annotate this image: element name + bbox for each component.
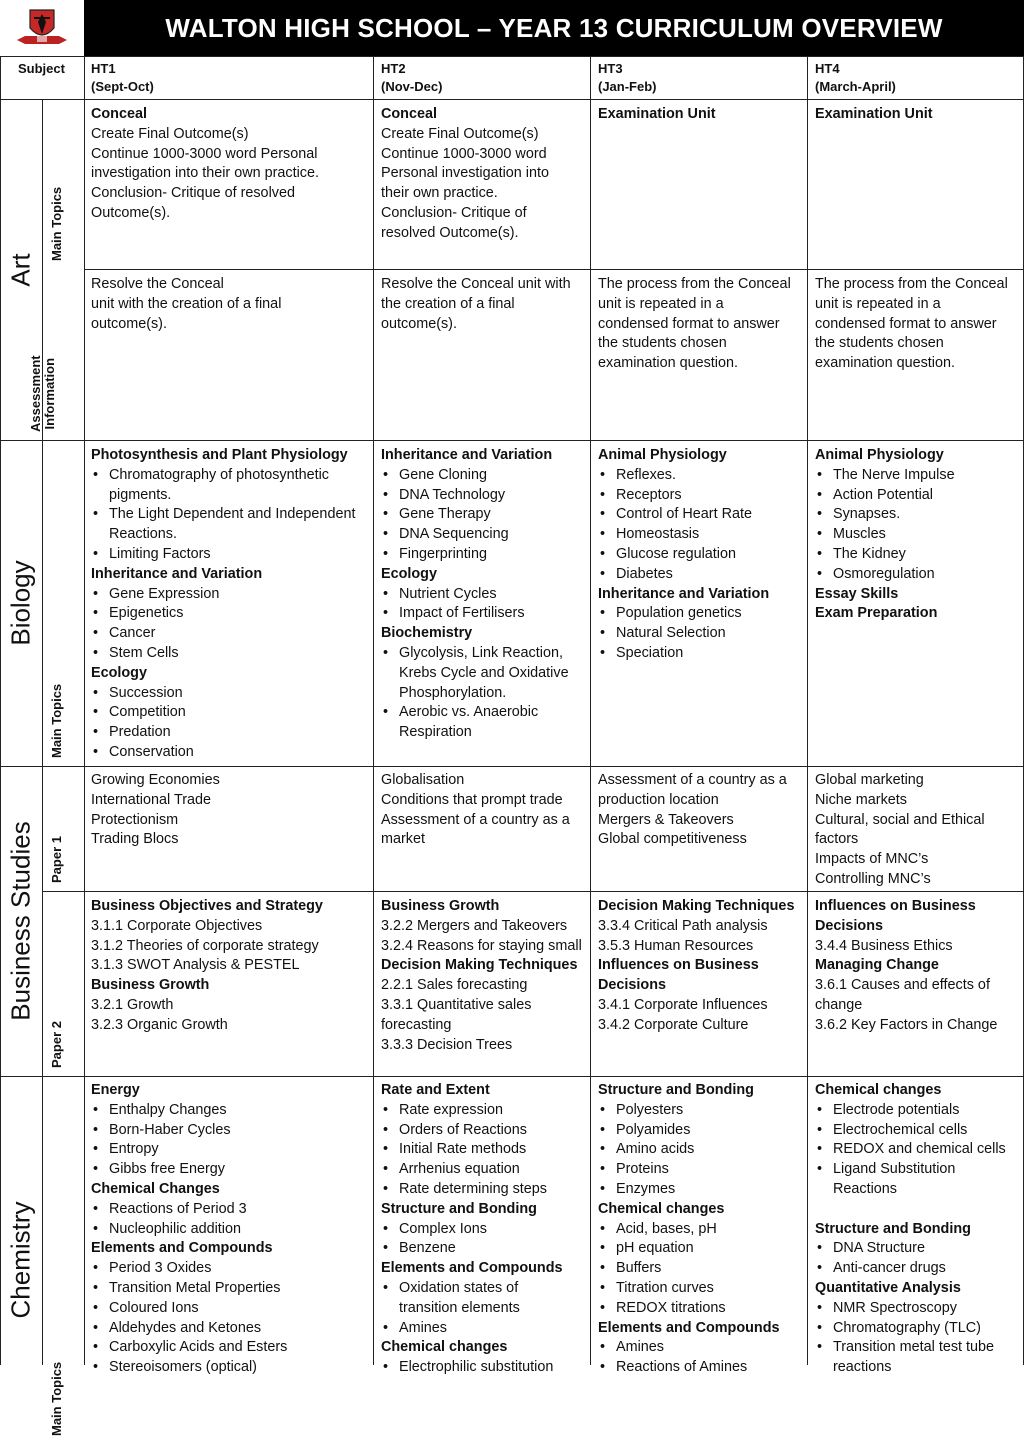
art-main-ht4: Examination Unit <box>815 106 933 122</box>
business-paper1-ht2: Globalisation Conditions that prompt trade Assessment of a country as a market <box>381 772 570 848</box>
column-header-ht3: HT3 (Jan-Feb) <box>598 61 657 94</box>
art-main-ht1: Conceal Create Final Outcome(s) Continue 1000-3000 word Personal investigation into their own practice. Conclusion- Critique of resolved Outcome(s). <box>91 106 319 221</box>
business-paper2-ht4: Influences on Business Decisions 3.4.4 Business Ethics Managing Change 3.6.1 Causes and effects of change 3.6.2 Key Factors in Change <box>815 898 998 1033</box>
row-label-assessment-information: Assessment Information <box>28 355 57 432</box>
business-paper1-ht3: Assessment of a country as a production location Mergers & Takeovers Global competitiveness <box>598 772 787 848</box>
row-label-main-topics: Main Topics <box>49 1361 64 1436</box>
subject-art: Art <box>5 252 36 287</box>
biology-ht3: Animal Physiology • Reflexes. • Receptors • Control of Heart Rate • Homeostasis • Glucose regulation • Diabetes Inheritance and Variation • Population genetics • Natural Selection • Speciation <box>598 446 803 664</box>
art-main-ht3: Examination Unit <box>598 106 716 122</box>
chemistry-ht4: Chemical changes • Electrode potentials • Electrochemical cells • REDOX and chemical cells • Ligand Substitution Reactions Structure and Bonding • DNA Structure • Anti-cancer drugs Quantitative Analysis • NMR Spectroscopy • Chromatography (TLC) • Transition metal test tube reactions <box>815 1081 1020 1365</box>
page-title: WALTON HIGH SCHOOL – YEAR 13 CURRICULUM OVERVIEW <box>84 0 1024 56</box>
subject-chemistry: Chemistry <box>5 1201 36 1319</box>
chemistry-ht2: Rate and Extent • Rate expression • Orders of Reactions • Initial Rate methods • Arrhenius equation • Rate determining steps Structure and Bonding • Complex Ions • Benzene Elements and Compounds • Oxidation states of transition elements • Amines Chemical changes • Electrophilic substitution <box>381 1081 586 1365</box>
school-crest-icon <box>0 0 84 56</box>
biology-ht4: Animal Physiology • The Nerve Impulse • Action Potential • Synapses. • Muscles • The Kidney • Osmoregulation Essay Skills Exam Preparation <box>815 446 1020 624</box>
row-label-paper-1: Paper 1 <box>49 836 64 883</box>
chemistry-ht1: Energy • Enthalpy Changes • Born-Haber Cycles • Entropy • Gibbs free Energy Chemical Changes • Reactions of Period 3 • Nucleophilic addition Elements and Compounds • Period 3 Oxides • Transition Metal Properties • Coloured Ions • Aldehydes and Ketones • Carboxylic Acids and Esters • Stereoisomers (optical) <box>91 1081 371 1365</box>
header <box>0 0 1024 56</box>
art-assessment-ht2: Resolve the Conceal unit with the creation of a final outcome(s). <box>381 276 571 332</box>
subject-biology: Biology <box>5 560 36 646</box>
subject-business-studies: Business Studies <box>5 821 36 1021</box>
business-paper2-ht1: Business Objectives and Strategy 3.1.1 Corporate Objectives 3.1.2 Theories of corporate strategy 3.1.3 SWOT Analysis & PESTEL Business Growth 3.2.1 Growth 3.2.3 Organic Growth <box>91 898 323 1033</box>
business-paper1-ht4: Global marketing Niche markets Cultural, social and Ethical factors Impacts of MNC’s Controlling MNC’s <box>815 772 985 887</box>
business-paper2-ht2: Business Growth 3.2.2 Mergers and Takeovers 3.2.4 Reasons for staying small Decision Making Techniques 2.2.1 Sales forecasting 3.3.1 Quantitative sales forecasting 3.3.3 Decision Trees <box>381 898 582 1053</box>
column-header-ht2: HT2 (Nov-Dec) <box>381 61 443 94</box>
column-header-ht4: HT4 (March-April) <box>815 61 896 94</box>
art-assessment-ht4: The process from the Conceal unit is repeated in a condensed format to answer the students chosen examination question. <box>815 276 1008 372</box>
row-label-main-topics: Main Topics <box>49 186 64 261</box>
row-label-paper-2: Paper 2 <box>49 1021 64 1068</box>
business-paper2-ht3: Decision Making Techniques 3.3.4 Critical Path analysis 3.5.3 Human Resources Influences on Business Decisions 3.4.1 Corporate Influences 3.4.2 Corporate Culture <box>598 898 795 1033</box>
art-main-ht2: Conceal Create Final Outcome(s) Continue 1000-3000 word Personal investigation into their own practice. Conclusion- Critique of resolved Outcome(s). <box>381 106 549 241</box>
chemistry-ht3: Structure and Bonding • Polyesters • Polyamides • Amino acids • Proteins • Enzymes Chemical changes • Acid, bases, pH • pH equation • Buffers • Titration curves • REDOX titrations Elements and Compounds • Amines • Reactions of Amines <box>598 1081 803 1365</box>
art-assessment-ht3: The process from the Conceal unit is repeated in a condensed format to answer the students chosen examination question. <box>598 276 791 372</box>
row-label-main-topics: Main Topics <box>49 683 64 758</box>
art-assessment-ht1: Resolve the Conceal unit with the creation of a final outcome(s). <box>91 276 282 332</box>
biology-ht1: Photosynthesis and Plant Physiology • Chromatography of photosynthetic pigments. • The Light Dependent and Independent Reactions. • Limiting Factors Inheritance and Variation • Gene Expression • Epigenetics • Cancer • Stem Cells Ecology • Succession • Competition • Predation • Conservation <box>91 446 371 763</box>
business-paper1-ht1: Growing Economies International Trade Protectionism Trading Blocs <box>91 772 220 848</box>
column-header-ht1: HT1 (Sept-Oct) <box>91 61 154 94</box>
column-header-subject: Subject <box>18 61 65 76</box>
biology-ht2: Inheritance and Variation • Gene Cloning • DNA Technology • Gene Therapy • DNA Sequencing • Fingerprinting Ecology • Nutrient Cycles • Impact of Fertilisers Biochemistry • Glycolysis, Link Reaction, Krebs Cycle and Oxidative Phosphorylation. • Aerobic vs. Anaerobic Respiration <box>381 446 586 743</box>
